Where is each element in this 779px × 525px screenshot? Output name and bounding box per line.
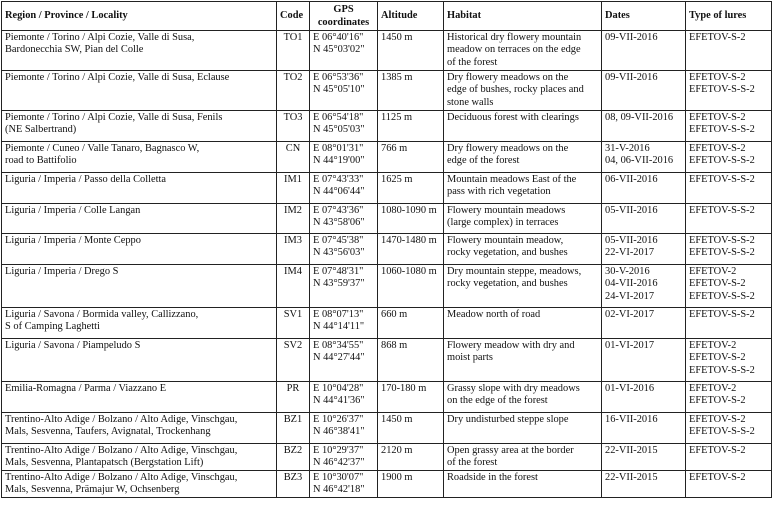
cell-code: IM1 (277, 173, 310, 204)
locality-line: Bardonecchia SW, Pian del Colle (5, 44, 144, 56)
table-row (2, 265, 772, 308)
cell-lures (686, 413, 772, 444)
lures-line: EFETOV-S-2 (689, 112, 746, 123)
cell-altitude: 1385 m (378, 71, 444, 111)
cell-gps (310, 382, 378, 413)
table-row (2, 382, 772, 413)
lures-line: EFETOV-S-S-2 (689, 235, 755, 246)
header-dates: Dates (602, 2, 686, 31)
cell-lures (686, 31, 772, 71)
cell-lures (686, 470, 772, 497)
cell-locality (2, 413, 277, 444)
cell-gps (310, 142, 378, 173)
gps-line: N 44°41'36" (313, 395, 365, 407)
habitat-line: Flowery meadow with dry and (447, 340, 575, 351)
cell-altitude: 868 m (378, 339, 444, 382)
cell-dates (602, 173, 686, 204)
habitat-line: (large complex) in terraces (447, 217, 559, 229)
gps-line: N 45°03'02" (313, 44, 365, 56)
lures-line: EFETOV-S-S-2 (689, 205, 755, 216)
table-row (2, 142, 772, 173)
cell-lures (686, 444, 772, 471)
cell-code: IM4 (277, 265, 310, 308)
lures-line: EFETOV-S-S-2 (689, 247, 755, 259)
cell-code: SV2 (277, 339, 310, 382)
cell-dates (602, 413, 686, 444)
dates-line: 04, 06-VII-2016 (605, 155, 674, 167)
cell-habitat (444, 339, 602, 382)
cell-gps (310, 265, 378, 308)
habitat-line: Flowery mountain meadow, (447, 235, 564, 246)
cell-code: PR (277, 382, 310, 413)
cell-habitat (444, 382, 602, 413)
cell-code: TO2 (277, 71, 310, 111)
gps-line: E 10°04'28" (313, 383, 364, 394)
lures-line: EFETOV-S-2 (689, 352, 746, 364)
dates-line: 24-VI-2017 (605, 290, 655, 302)
cell-gps (310, 339, 378, 382)
cell-locality (2, 470, 277, 497)
cell-code: IM2 (277, 204, 310, 234)
lures-line: EFETOV-S-2 (689, 471, 746, 483)
locality-line: Emilia-Romagna / Parma / Viazzano E (5, 383, 167, 394)
locality-line: Trentino-Alto Adige / Bolzano / Alto Adige, Vinschgau, (5, 445, 238, 456)
dates-line: 31-V-2016 (605, 143, 650, 154)
cell-lures (686, 382, 772, 413)
cell-gps (310, 173, 378, 204)
habitat-line: stone walls (447, 96, 494, 108)
lures-line: EFETOV-S-2 (689, 414, 746, 425)
locality-line: Liguria / Imperia / Monte Ceppo (5, 235, 141, 246)
dates-line: 30-V-2016 (605, 266, 650, 277)
table-row (2, 71, 772, 111)
habitat-line: Flowery mountain meadows (447, 205, 566, 216)
cell-habitat (444, 71, 602, 111)
dates-line: 08, 09-VII-2016 (605, 112, 674, 123)
gps-line: E 10°26'37" (313, 414, 364, 425)
cell-altitude: 660 m (378, 308, 444, 339)
lures-line: EFETOV-S-2 (689, 278, 746, 290)
cell-dates (602, 382, 686, 413)
cell-locality (2, 204, 277, 234)
habitat-line: of the forest (447, 56, 498, 68)
cell-locality (2, 308, 277, 339)
dates-line: 06-VII-2016 (605, 174, 658, 185)
cell-locality (2, 444, 277, 471)
cell-habitat (444, 265, 602, 308)
dates-line: 02-VI-2017 (605, 309, 655, 320)
locality-line: (NE Salbertrand) (5, 124, 77, 136)
cell-lures (686, 234, 772, 265)
cell-code: IM3 (277, 234, 310, 265)
habitat-line: Open grassy area at the border (447, 445, 574, 456)
table-row (2, 339, 772, 382)
lures-line: EFETOV-S-S-2 (689, 309, 755, 320)
lures-line: EFETOV-2 (689, 266, 737, 277)
dates-line: 22-VII-2015 (605, 471, 658, 483)
habitat-line: Dry flowery meadows on the (447, 143, 569, 154)
dates-line: 22-VII-2015 (605, 445, 658, 456)
cell-habitat (444, 413, 602, 444)
cell-habitat (444, 470, 602, 497)
cell-gps (310, 234, 378, 265)
cell-locality (2, 234, 277, 265)
localities-table (1, 1, 772, 498)
header-lures: Type of lures (686, 2, 772, 31)
habitat-line: on the edge of the forest (447, 395, 548, 407)
gps-line: N 46°42'18" (313, 484, 365, 496)
dates-line: 05-VII-2016 (605, 205, 658, 216)
gps-line: N 44°06'44" (313, 186, 365, 198)
localities-table-wrapper (1, 1, 772, 498)
table-body (2, 31, 772, 498)
header-altitude: Altitude (378, 2, 444, 31)
header-row (2, 2, 772, 31)
cell-habitat (444, 444, 602, 471)
gps-line: N 46°38'41" (313, 426, 365, 438)
cell-dates (602, 444, 686, 471)
locality-line: Trentino-Alto Adige / Bolzano / Alto Adige, Vinschgau, (5, 471, 238, 483)
gps-line: N 44°19'00" (313, 155, 365, 167)
cell-habitat (444, 308, 602, 339)
habitat-line: pass with rich vegetation (447, 186, 551, 198)
locality-line: Mals, Sesvenna, Prämajur W, Ochsenberg (5, 484, 180, 496)
lures-line: EFETOV-S-2 (689, 143, 746, 154)
cell-gps (310, 413, 378, 444)
gps-line: E 08°01'31" (313, 143, 364, 154)
cell-code: TO3 (277, 111, 310, 142)
habitat-line: edge of bushes, rocky places and (447, 84, 584, 96)
habitat-line: edge of the forest (447, 155, 520, 167)
gps-line: E 07°48'31" (313, 266, 364, 277)
cell-dates (602, 265, 686, 308)
cell-dates (602, 111, 686, 142)
locality-line: Piemonte / Torino / Alpi Cozie, Valle di Susa, Eclause (5, 72, 230, 83)
cell-code: CN (277, 142, 310, 173)
cell-altitude: 1625 m (378, 173, 444, 204)
locality-line: Liguria / Imperia / Colle Langan (5, 205, 141, 216)
cell-dates (602, 339, 686, 382)
habitat-line: Roadside in the forest (447, 471, 538, 483)
table-row (2, 308, 772, 339)
lures-line: EFETOV-S-2 (689, 395, 746, 407)
gps-line: E 10°29'37" (313, 445, 364, 456)
table-row (2, 31, 772, 71)
header-code: Code (277, 2, 310, 31)
cell-locality (2, 111, 277, 142)
cell-habitat (444, 111, 602, 142)
header-locality: Region / Province / Locality (2, 2, 277, 31)
lures-line: EFETOV-S-2 (689, 72, 746, 83)
lures-line: EFETOV-S-2 (689, 32, 746, 43)
gps-line: N 43°58'06" (313, 217, 365, 229)
dates-line: 09-VII-2016 (605, 72, 658, 83)
lures-line: EFETOV-2 (689, 340, 737, 351)
lures-line: EFETOV-S-S-2 (689, 84, 755, 96)
table-row (2, 470, 772, 497)
lures-line: EFETOV-2 (689, 383, 737, 394)
gps-line: E 08°34'55" (313, 340, 364, 351)
cell-dates (602, 234, 686, 265)
habitat-line: Historical dry flowery mountain (447, 32, 582, 43)
cell-altitude: 1080-1090 m (378, 204, 444, 234)
habitat-line: Dry flowery meadows on the (447, 72, 569, 83)
cell-locality (2, 173, 277, 204)
habitat-line: moist parts (447, 352, 493, 364)
locality-line: Liguria / Savona / Piampeludo S (5, 340, 141, 351)
gps-line: N 43°59'37" (313, 278, 365, 290)
gps-line: E 06°54'18" (313, 112, 364, 123)
habitat-line: Meadow north of road (447, 309, 541, 320)
cell-code: BZ1 (277, 413, 310, 444)
dates-line: 01-VI-2016 (605, 383, 655, 394)
habitat-line: rocky vegetation, and bushes (447, 247, 568, 259)
cell-altitude: 2120 m (378, 444, 444, 471)
locality-line: Mals, Sesvenna, Taufers, Avignatal, Trockenhang (5, 426, 211, 438)
cell-dates (602, 31, 686, 71)
lures-line: EFETOV-S-S-2 (689, 290, 755, 302)
lures-line: EFETOV-S-S-2 (689, 155, 755, 167)
cell-gps (310, 308, 378, 339)
cell-dates (602, 204, 686, 234)
lures-line: EFETOV-S-S-2 (689, 174, 755, 185)
locality-line: Mals, Sesvenna, Plantapatsch (Bergstation Lift) (5, 457, 204, 469)
habitat-line: rocky vegetation, and bushes (447, 278, 568, 290)
cell-gps (310, 204, 378, 234)
locality-line: Trentino-Alto Adige / Bolzano / Alto Adige, Vinschgau, (5, 414, 238, 425)
locality-line: Liguria / Savona / Bormida valley, Callizzano, (5, 309, 199, 320)
cell-locality (2, 142, 277, 173)
habitat-line: Dry mountain steppe, meadows, (447, 266, 582, 277)
habitat-line: of the forest (447, 457, 498, 469)
header-gps: GPS coordinates (310, 2, 378, 31)
cell-altitude: 1125 m (378, 111, 444, 142)
gps-line: E 07°43'33" (313, 174, 364, 185)
lures-line: EFETOV-S-2 (689, 445, 746, 456)
locality-line: Piemonte / Cuneo / Valle Tanaro, Bagnasco W, (5, 143, 200, 154)
lures-line: EFETOV-S-S-2 (689, 124, 755, 136)
cell-habitat (444, 173, 602, 204)
gps-line: N 45°05'10" (313, 84, 365, 96)
cell-code: TO1 (277, 31, 310, 71)
cell-altitude: 1060-1080 m (378, 265, 444, 308)
habitat-line: Deciduous forest with clearings (447, 112, 579, 123)
cell-gps (310, 444, 378, 471)
lures-line: EFETOV-S-S-2 (689, 426, 755, 438)
dates-line: 16-VII-2016 (605, 414, 658, 425)
cell-gps (310, 470, 378, 497)
cell-dates (602, 470, 686, 497)
habitat-line: Mountain meadows East of the (447, 174, 577, 185)
cell-locality (2, 382, 277, 413)
cell-lures (686, 204, 772, 234)
cell-altitude: 170-180 m (378, 382, 444, 413)
cell-altitude: 1470-1480 m (378, 234, 444, 265)
gps-line: N 45°05'03" (313, 124, 365, 136)
gps-line: E 07°45'38" (313, 235, 364, 246)
cell-lures (686, 111, 772, 142)
gps-line: N 44°14'11" (313, 321, 365, 333)
cell-lures (686, 265, 772, 308)
cell-dates (602, 71, 686, 111)
cell-habitat (444, 142, 602, 173)
cell-habitat (444, 31, 602, 71)
header-habitat: Habitat (444, 2, 602, 31)
lures-line: EFETOV-S-S-2 (689, 364, 755, 376)
cell-locality (2, 339, 277, 382)
gps-line: N 43°56'03" (313, 247, 365, 259)
locality-line: S of Camping Laghetti (5, 321, 100, 333)
gps-line: E 10°30'07" (313, 471, 364, 483)
habitat-line: meadow on terraces on the edge (447, 44, 581, 56)
gps-line: E 07°43'36" (313, 205, 364, 216)
habitat-line: Grassy slope with dry meadows (447, 383, 580, 394)
gps-line: N 44°27'44" (313, 352, 365, 364)
cell-altitude: 1450 m (378, 413, 444, 444)
locality-line: road to Battifolio (5, 155, 77, 167)
table-row (2, 204, 772, 234)
dates-line: 09-VII-2016 (605, 32, 658, 43)
cell-lures (686, 173, 772, 204)
table-row (2, 173, 772, 204)
cell-locality (2, 71, 277, 111)
cell-gps (310, 111, 378, 142)
cell-dates (602, 142, 686, 173)
cell-locality (2, 31, 277, 71)
cell-habitat (444, 234, 602, 265)
gps-line: E 08°07'13" (313, 309, 364, 320)
table-row (2, 234, 772, 265)
gps-line: E 06°40'16" (313, 32, 364, 43)
cell-altitude: 1450 m (378, 31, 444, 71)
cell-lures (686, 142, 772, 173)
cell-habitat (444, 204, 602, 234)
table-row (2, 413, 772, 444)
cell-code: BZ2 (277, 444, 310, 471)
cell-lures (686, 71, 772, 111)
locality-line: Piemonte / Torino / Alpi Cozie, Valle di Susa, (5, 32, 195, 43)
cell-code: BZ3 (277, 470, 310, 497)
table-row (2, 111, 772, 142)
cell-lures (686, 339, 772, 382)
cell-locality (2, 265, 277, 308)
cell-gps (310, 71, 378, 111)
locality-line: Liguria / Imperia / Passo della Colletta (5, 174, 167, 185)
cell-altitude: 1900 m (378, 470, 444, 497)
dates-line: 05-VII-2016 (605, 235, 658, 246)
cell-altitude: 766 m (378, 142, 444, 173)
habitat-line: Dry undisturbed steppe slope (447, 414, 569, 425)
cell-code: SV1 (277, 308, 310, 339)
dates-line: 22-VI-2017 (605, 247, 655, 259)
cell-dates (602, 308, 686, 339)
dates-line: 04-VII-2016 (605, 278, 658, 290)
gps-line: E 06°53'36" (313, 72, 364, 83)
table-row (2, 444, 772, 471)
locality-line: Liguria / Imperia / Drego S (5, 266, 119, 277)
cell-gps (310, 31, 378, 71)
gps-line: N 46°42'37" (313, 457, 365, 469)
cell-lures (686, 308, 772, 339)
dates-line: 01-VI-2017 (605, 340, 655, 351)
locality-line: Piemonte / Torino / Alpi Cozie, Valle di Susa, Fenils (5, 112, 223, 123)
